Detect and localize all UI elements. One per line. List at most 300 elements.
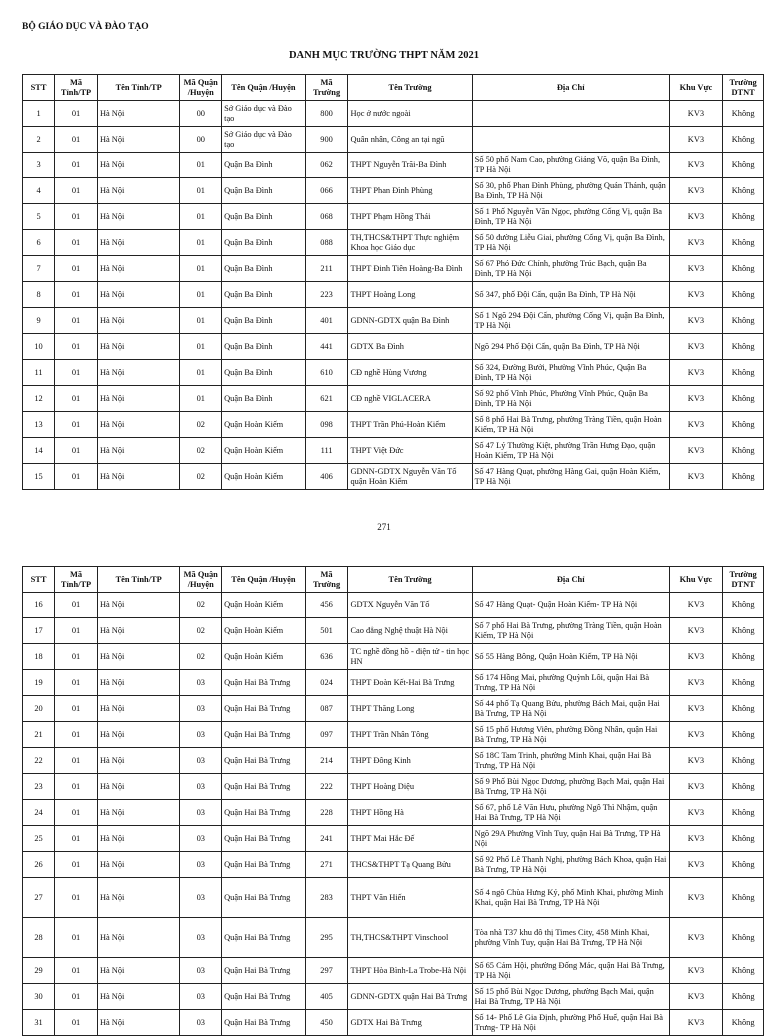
cell-stt: 5 (23, 204, 55, 230)
cell-dtnt: Không (723, 748, 764, 774)
column-header-ten-quan: Tên Quận /Huyện (222, 75, 306, 101)
cell-ma-tinh: 01 (55, 334, 98, 360)
cell-ten-tinh: Hà Nội (97, 101, 179, 127)
cell-ten-quan: Quận Hai Bà Trưng (222, 826, 306, 852)
cell-khu-vuc: KV3 (669, 282, 723, 308)
cell-stt: 6 (23, 230, 55, 256)
cell-ma-truong: 800 (305, 101, 348, 127)
cell-khu-vuc: KV3 (669, 878, 723, 918)
cell-ma-truong: 406 (305, 464, 348, 490)
cell-ma-tinh: 01 (55, 230, 98, 256)
cell-dia-chi: Số 15 phố Hương Viên, phường Đồng Nhân, quận Hai Bà Trưng, TP Hà Nội (472, 722, 669, 748)
cell-dtnt: Không (723, 826, 764, 852)
cell-ma-quan: 01 (180, 282, 222, 308)
cell-ma-tinh: 01 (55, 722, 98, 748)
cell-stt: 19 (23, 670, 55, 696)
cell-ma-truong: 098 (305, 412, 348, 438)
cell-dtnt: Không (723, 204, 764, 230)
cell-ma-tinh: 01 (55, 618, 98, 644)
cell-ten-tinh: Hà Nội (97, 826, 179, 852)
cell-ten-tinh: Hà Nội (97, 153, 179, 178)
cell-dia-chi: Ngõ 294 Phố Đội Cấn, quận Ba Đình, TP Hà Nội (472, 334, 669, 360)
cell-ten-quan: Quận Hai Bà Trưng (222, 984, 306, 1010)
cell-ten-quan: Quận Hai Bà Trưng (222, 918, 306, 958)
cell-stt: 10 (23, 334, 55, 360)
cell-ma-truong: 441 (305, 334, 348, 360)
cell-stt: 28 (23, 918, 55, 958)
table-row (23, 670, 764, 696)
cell-dtnt: Không (723, 774, 764, 800)
cell-ten-quan: Quận Hai Bà Trưng (222, 696, 306, 722)
cell-khu-vuc: KV3 (669, 386, 723, 412)
cell-dia-chi: Số 324, Đường Bưởi, Phường Vĩnh Phúc, Quận Ba Đình, TP Hà Nội (472, 360, 669, 386)
cell-khu-vuc: KV3 (669, 412, 723, 438)
cell-ma-truong: 900 (305, 127, 348, 153)
table-row (23, 644, 764, 670)
cell-ma-truong: 024 (305, 670, 348, 696)
cell-dia-chi: Số 1 Phố Nguyễn Văn Ngọc, phường Cống Vị, quận Ba Đình, TP Hà Nội (472, 204, 669, 230)
cell-ten-quan: Quận Hai Bà Trưng (222, 722, 306, 748)
cell-stt: 16 (23, 593, 55, 618)
cell-ma-quan: 03 (180, 852, 222, 878)
cell-khu-vuc: KV3 (669, 918, 723, 958)
cell-ten-quan: Quận Hoàn Kiếm (222, 412, 306, 438)
cell-khu-vuc: KV3 (669, 774, 723, 800)
cell-stt: 30 (23, 984, 55, 1010)
table-row (23, 958, 764, 984)
cell-ten-tinh: Hà Nội (97, 308, 179, 334)
cell-ma-truong: 456 (305, 593, 348, 618)
cell-ma-quan: 03 (180, 878, 222, 918)
table-row (23, 1010, 764, 1036)
cell-ten-truong: GDNN-GDTX quận Hai Bà Trưng (348, 984, 472, 1010)
cell-ten-quan: Quận Ba Đình (222, 360, 306, 386)
cell-khu-vuc: KV3 (669, 984, 723, 1010)
column-header-dia-chi: Địa Chỉ (472, 75, 669, 101)
cell-stt: 13 (23, 412, 55, 438)
cell-ma-quan: 03 (180, 800, 222, 826)
cell-stt: 14 (23, 438, 55, 464)
cell-ten-tinh: Hà Nội (97, 1010, 179, 1036)
cell-ma-tinh: 01 (55, 127, 98, 153)
cell-dia-chi (472, 127, 669, 153)
cell-ma-truong: 223 (305, 282, 348, 308)
cell-ma-tinh: 01 (55, 774, 98, 800)
cell-ten-tinh: Hà Nội (97, 618, 179, 644)
cell-ma-quan: 03 (180, 826, 222, 852)
cell-stt: 31 (23, 1010, 55, 1036)
cell-ma-quan: 01 (180, 386, 222, 412)
cell-ma-tinh: 01 (55, 153, 98, 178)
cell-ten-tinh: Hà Nội (97, 774, 179, 800)
cell-khu-vuc: KV3 (669, 308, 723, 334)
table-row (23, 918, 764, 958)
cell-ma-tinh: 01 (55, 984, 98, 1010)
cell-ma-truong: 405 (305, 984, 348, 1010)
cell-dtnt: Không (723, 127, 764, 153)
cell-ten-tinh: Hà Nội (97, 958, 179, 984)
cell-stt: 12 (23, 386, 55, 412)
cell-ten-truong: GDNN-GDTX quận Ba Đình (348, 308, 472, 334)
cell-ma-tinh: 01 (55, 800, 98, 826)
cell-ten-quan: Sở Giáo dục và Đào tạo (222, 101, 306, 127)
column-header-dtnt: Trường DTNT (723, 75, 764, 101)
table-row (23, 800, 764, 826)
cell-ma-truong: 062 (305, 153, 348, 178)
cell-ten-tinh: Hà Nội (97, 593, 179, 618)
cell-dia-chi: Số 47 Hàng Quạt- Quận Hoàn Kiếm- TP Hà Nội (472, 593, 669, 618)
cell-ten-truong: THCS&THPT Tạ Quang Bửu (348, 852, 472, 878)
cell-ma-truong: 228 (305, 800, 348, 826)
cell-ten-tinh: Hà Nội (97, 386, 179, 412)
table-row (23, 826, 764, 852)
cell-ten-quan: Quận Hai Bà Trưng (222, 958, 306, 984)
cell-ten-truong: GDTX Hai Bà Trưng (348, 1010, 472, 1036)
cell-ma-truong: 283 (305, 878, 348, 918)
cell-ma-truong: 066 (305, 178, 348, 204)
cell-ten-quan: Quận Hoàn Kiếm (222, 464, 306, 490)
cell-ten-quan: Quận Ba Đình (222, 153, 306, 178)
table-row (23, 438, 764, 464)
cell-ma-truong: 214 (305, 748, 348, 774)
cell-ten-tinh: Hà Nội (97, 464, 179, 490)
cell-ma-truong: 111 (305, 438, 348, 464)
cell-ten-quan: Quận Ba Đình (222, 308, 306, 334)
cell-dia-chi: Số 9 Phố Bùi Ngọc Dương, phường Bạch Mai, quận Hai Bà Trưng, TP Hà Nội (472, 774, 669, 800)
cell-stt: 27 (23, 878, 55, 918)
cell-dtnt: Không (723, 958, 764, 984)
cell-ten-truong: THPT Đoàn Kết-Hai Bà Trưng (348, 670, 472, 696)
cell-stt: 7 (23, 256, 55, 282)
cell-ma-tinh: 01 (55, 593, 98, 618)
cell-ma-truong: 621 (305, 386, 348, 412)
cell-ma-quan: 02 (180, 618, 222, 644)
cell-ma-tinh: 01 (55, 826, 98, 852)
cell-dia-chi: Số 67 Phó Đức Chính, phường Trúc Bạch, quận Ba Đình, TP Hà Nội (472, 256, 669, 282)
cell-ten-quan: Quận Ba Đình (222, 230, 306, 256)
cell-ten-quan: Quận Ba Đình (222, 386, 306, 412)
cell-ma-quan: 03 (180, 918, 222, 958)
cell-ten-truong: THPT Đinh Tiên Hoàng-Ba Đình (348, 256, 472, 282)
table-row (23, 178, 764, 204)
page-number: 271 (377, 522, 391, 532)
cell-ma-tinh: 01 (55, 852, 98, 878)
cell-dtnt: Không (723, 153, 764, 178)
cell-ma-truong: 087 (305, 696, 348, 722)
table-row (23, 774, 764, 800)
table-row (23, 101, 764, 127)
cell-ten-truong: GDTX Nguyễn Văn Tố (348, 593, 472, 618)
cell-ma-quan: 03 (180, 748, 222, 774)
cell-ma-tinh: 01 (55, 958, 98, 984)
table-row (23, 412, 764, 438)
cell-ten-quan: Quận Hai Bà Trưng (222, 1010, 306, 1036)
table-row (23, 256, 764, 282)
cell-dia-chi: Số 92 phố Vĩnh Phúc, Phường Vĩnh Phúc, Quận Ba Đình, TP Hà Nội (472, 386, 669, 412)
cell-ten-quan: Quận Ba Đình (222, 334, 306, 360)
table-row (23, 618, 764, 644)
cell-ma-quan: 03 (180, 670, 222, 696)
cell-ten-quan: Quận Ba Đình (222, 282, 306, 308)
cell-dtnt: Không (723, 918, 764, 958)
cell-ma-truong: 271 (305, 852, 348, 878)
column-header-ma-truong: Mã Trường (305, 567, 348, 593)
school-table-part-2 (22, 566, 764, 1036)
cell-dia-chi: Số 67, phố Lê Văn Hưu, phường Ngô Thì Nhậm, quận Hai Bà Trưng, TP Hà Nội (472, 800, 669, 826)
cell-dia-chi: Số 174 Hồng Mai, phường Quỳnh Lôi, quận Hai Bà Trưng, TP Hà Nội (472, 670, 669, 696)
cell-khu-vuc: KV3 (669, 438, 723, 464)
cell-ma-tinh: 01 (55, 438, 98, 464)
cell-khu-vuc: KV3 (669, 644, 723, 670)
cell-ten-truong: THPT Trần Nhân Tông (348, 722, 472, 748)
cell-ten-tinh: Hà Nội (97, 670, 179, 696)
cell-ten-truong: Cao đẳng Nghệ thuật Hà Nội (348, 618, 472, 644)
cell-stt: 24 (23, 800, 55, 826)
cell-dtnt: Không (723, 256, 764, 282)
table-row (23, 852, 764, 878)
cell-ten-quan: Quận Ba Đình (222, 256, 306, 282)
cell-ma-quan: 03 (180, 958, 222, 984)
table-row (23, 464, 764, 490)
cell-ma-truong: 241 (305, 826, 348, 852)
cell-khu-vuc: KV3 (669, 464, 723, 490)
table-row (23, 153, 764, 178)
cell-ten-tinh: Hà Nội (97, 256, 179, 282)
cell-ten-truong: THPT Văn Hiến (348, 878, 472, 918)
cell-ma-tinh: 01 (55, 670, 98, 696)
cell-ma-truong: 222 (305, 774, 348, 800)
cell-ma-truong: 088 (305, 230, 348, 256)
column-header-ma-tinh: Mã Tỉnh/TP (55, 567, 98, 593)
cell-dia-chi: Số 47 Lý Thường Kiệt, phường Trần Hưng Đạo, quận Hoàn Kiếm, TP Hà Nội (472, 438, 669, 464)
cell-ma-tinh: 01 (55, 178, 98, 204)
cell-dtnt: Không (723, 696, 764, 722)
cell-ten-truong: TH,THCS&THPT Thực nghiệm Khoa học Giáo dục (348, 230, 472, 256)
cell-ten-tinh: Hà Nội (97, 360, 179, 386)
cell-ma-quan: 01 (180, 360, 222, 386)
cell-dia-chi (472, 101, 669, 127)
cell-ma-quan: 03 (180, 696, 222, 722)
cell-dia-chi: Số 50 phố Nam Cao, phường Giảng Võ, quận Ba Đình, TP Hà Nội (472, 153, 669, 178)
cell-ten-truong: THPT Hoàng Long (348, 282, 472, 308)
cell-khu-vuc: KV3 (669, 826, 723, 852)
cell-ten-truong: THPT Đông Kinh (348, 748, 472, 774)
cell-ma-truong: 636 (305, 644, 348, 670)
cell-stt: 17 (23, 618, 55, 644)
cell-khu-vuc: KV3 (669, 800, 723, 826)
column-header-ma-quan: Mã Quận /Huyện (180, 75, 222, 101)
cell-ten-quan: Quận Ba Đình (222, 204, 306, 230)
cell-dia-chi: Số 1 Ngõ 294 Đội Cấn, phường Cống Vị, quận Ba Đình, TP Hà Nội (472, 308, 669, 334)
cell-ma-tinh: 01 (55, 204, 98, 230)
cell-ten-quan: Quận Hai Bà Trưng (222, 878, 306, 918)
cell-ma-tinh: 01 (55, 644, 98, 670)
cell-ten-tinh: Hà Nội (97, 800, 179, 826)
table-row (23, 722, 764, 748)
cell-khu-vuc: KV3 (669, 748, 723, 774)
cell-ma-tinh: 01 (55, 282, 98, 308)
cell-dia-chi: Ngõ 29A Phường Vĩnh Tuy, quận Hai Bà Trưng, TP Hà Nội (472, 826, 669, 852)
cell-ma-quan: 02 (180, 438, 222, 464)
cell-ma-quan: 03 (180, 984, 222, 1010)
cell-ma-quan: 01 (180, 256, 222, 282)
cell-ma-truong: 401 (305, 308, 348, 334)
cell-ma-tinh: 01 (55, 386, 98, 412)
cell-dia-chi: Số 15 phố Bùi Ngọc Dương, phường Bạch Mai, quận Hai Bà Trưng, TP Hà Nội (472, 984, 669, 1010)
cell-dtnt: Không (723, 464, 764, 490)
cell-ten-tinh: Hà Nội (97, 696, 179, 722)
column-header-ma-tinh: Mã Tỉnh/TP (55, 75, 98, 101)
table-row (23, 204, 764, 230)
cell-dia-chi: Số 7 phố Hai Bà Trưng, phường Tràng Tiền, quận Hoàn Kiếm, TP Hà Nội (472, 618, 669, 644)
cell-ten-quan: Quận Hoàn Kiếm (222, 593, 306, 618)
cell-ma-truong: 295 (305, 918, 348, 958)
cell-ten-quan: Quận Hoàn Kiếm (222, 644, 306, 670)
cell-ten-truong: TC nghề đồng hồ - điện tử - tin học HN (348, 644, 472, 670)
cell-dtnt: Không (723, 984, 764, 1010)
cell-dia-chi: Tòa nhà T37 khu đô thị Times City, 458 Minh Khai, phường Vĩnh Tuy, quận Hai Bà Trưng, TP Hà Nội (472, 918, 669, 958)
table-row (23, 878, 764, 918)
cell-khu-vuc: KV3 (669, 958, 723, 984)
column-header-ma-truong: Mã Trường (305, 75, 348, 101)
header-row (23, 567, 764, 593)
cell-ma-tinh: 01 (55, 101, 98, 127)
cell-dtnt: Không (723, 670, 764, 696)
cell-ma-quan: 02 (180, 593, 222, 618)
cell-ten-truong: CĐ nghề VIGLACERA (348, 386, 472, 412)
column-header-ten-quan: Tên Quận /Huyện (222, 567, 306, 593)
cell-stt: 4 (23, 178, 55, 204)
table-row (23, 748, 764, 774)
cell-ma-quan: 00 (180, 101, 222, 127)
cell-dia-chi: Số 14- Phố Lê Gia Định, phường Phố Huế, quận Hai Bà Trưng- TP Hà Nội (472, 1010, 669, 1036)
column-header-ten-truong: Tên Trường (348, 567, 472, 593)
cell-ma-quan: 01 (180, 308, 222, 334)
cell-khu-vuc: KV3 (669, 696, 723, 722)
cell-ma-tinh: 01 (55, 412, 98, 438)
cell-stt: 21 (23, 722, 55, 748)
cell-ten-truong: THPT Trần Phú-Hoàn Kiếm (348, 412, 472, 438)
cell-ma-truong: 068 (305, 204, 348, 230)
cell-ma-truong: 450 (305, 1010, 348, 1036)
cell-ten-quan: Quận Hai Bà Trưng (222, 800, 306, 826)
cell-ma-truong: 297 (305, 958, 348, 984)
table-row (23, 696, 764, 722)
column-header-stt: STT (23, 75, 55, 101)
cell-dtnt: Không (723, 178, 764, 204)
column-header-ten-tinh: Tên Tỉnh/TP (97, 567, 179, 593)
cell-ten-quan: Quận Ba Đình (222, 178, 306, 204)
school-table-part-1 (22, 74, 764, 490)
cell-ma-quan: 01 (180, 153, 222, 178)
cell-dtnt: Không (723, 800, 764, 826)
cell-ten-tinh: Hà Nội (97, 204, 179, 230)
cell-stt: 2 (23, 127, 55, 153)
cell-ma-tinh: 01 (55, 918, 98, 958)
cell-khu-vuc: KV3 (669, 178, 723, 204)
cell-dtnt: Không (723, 593, 764, 618)
cell-dia-chi: Số 347, phố Đội Cấn, quận Ba Đình, TP Hà Nội (472, 282, 669, 308)
cell-stt: 20 (23, 696, 55, 722)
table-row (23, 386, 764, 412)
cell-dia-chi: Số 18C Tam Trinh, phường Minh Khai, quận Hai Bà Trưng, TP Hà Nội (472, 748, 669, 774)
cell-ma-tinh: 01 (55, 464, 98, 490)
cell-khu-vuc: KV3 (669, 230, 723, 256)
cell-dia-chi: Số 50 đường Liễu Giai, phường Cống Vị, quận Ba Đình, TP Hà Nội (472, 230, 669, 256)
cell-ten-truong: THPT Nguyễn Trãi-Ba Đình (348, 153, 472, 178)
cell-ma-truong: 097 (305, 722, 348, 748)
cell-stt: 22 (23, 748, 55, 774)
cell-stt: 29 (23, 958, 55, 984)
cell-ten-tinh: Hà Nội (97, 878, 179, 918)
column-header-stt: STT (23, 567, 55, 593)
cell-ma-tinh: 01 (55, 308, 98, 334)
cell-ma-tinh: 01 (55, 878, 98, 918)
cell-ma-truong: 610 (305, 360, 348, 386)
cell-dtnt: Không (723, 852, 764, 878)
cell-khu-vuc: KV3 (669, 852, 723, 878)
cell-ma-quan: 03 (180, 722, 222, 748)
cell-ten-quan: Quận Hai Bà Trưng (222, 748, 306, 774)
cell-dtnt: Không (723, 230, 764, 256)
cell-ma-quan: 00 (180, 127, 222, 153)
cell-stt: 3 (23, 153, 55, 178)
cell-khu-vuc: KV3 (669, 593, 723, 618)
column-header-ma-quan: Mã Quận /Huyện (180, 567, 222, 593)
cell-khu-vuc: KV3 (669, 334, 723, 360)
column-header-dia-chi: Địa Chỉ (472, 567, 669, 593)
cell-ten-tinh: Hà Nội (97, 722, 179, 748)
cell-stt: 9 (23, 308, 55, 334)
cell-ma-tinh: 01 (55, 748, 98, 774)
cell-dia-chi: Số 47 Hàng Quạt, phường Hàng Gai, quận Hoàn Kiếm, TP Hà Nội (472, 464, 669, 490)
cell-dtnt: Không (723, 878, 764, 918)
document-title: DANH MỤC TRƯỜNG THPT NĂM 2021 (288, 50, 480, 61)
cell-dia-chi: Số 55 Hàng Bông, Quận Hoàn Kiếm, TP Hà Nội (472, 644, 669, 670)
table-row (23, 360, 764, 386)
cell-khu-vuc: KV3 (669, 256, 723, 282)
cell-ma-tinh: 01 (55, 256, 98, 282)
cell-khu-vuc: KV3 (669, 1010, 723, 1036)
cell-khu-vuc: KV3 (669, 670, 723, 696)
cell-dtnt: Không (723, 722, 764, 748)
cell-ten-truong: Quân nhân, Công an tại ngũ (348, 127, 472, 153)
cell-ma-tinh: 01 (55, 696, 98, 722)
column-header-dtnt: Trường DTNT (723, 567, 764, 593)
cell-dia-chi: Số 8 phố Hai Bà Trưng, phường Tràng Tiền, quận Hoàn Kiếm, TP Hà Nội (472, 412, 669, 438)
cell-stt: 1 (23, 101, 55, 127)
cell-ma-quan: 02 (180, 412, 222, 438)
cell-ma-quan: 01 (180, 334, 222, 360)
cell-dia-chi: Số 65 Cảm Hội, phường Đống Mác, quận Hai Bà Trưng, TP Hà Nội (472, 958, 669, 984)
cell-ten-tinh: Hà Nội (97, 644, 179, 670)
table-row (23, 593, 764, 618)
column-header-ten-truong: Tên Trường (348, 75, 472, 101)
cell-ten-tinh: Hà Nội (97, 438, 179, 464)
cell-stt: 23 (23, 774, 55, 800)
column-header-khu-vuc: Khu Vực (669, 75, 723, 101)
cell-ten-tinh: Hà Nội (97, 127, 179, 153)
cell-ten-truong: GDTX Ba Đình (348, 334, 472, 360)
cell-ten-tinh: Hà Nội (97, 852, 179, 878)
cell-ten-truong: THPT Hòa Bình-La Trobe-Hà Nội (348, 958, 472, 984)
cell-dtnt: Không (723, 101, 764, 127)
cell-stt: 25 (23, 826, 55, 852)
cell-dtnt: Không (723, 618, 764, 644)
cell-ten-tinh: Hà Nội (97, 178, 179, 204)
cell-ten-truong: THPT Việt Đức (348, 438, 472, 464)
cell-ma-tinh: 01 (55, 360, 98, 386)
